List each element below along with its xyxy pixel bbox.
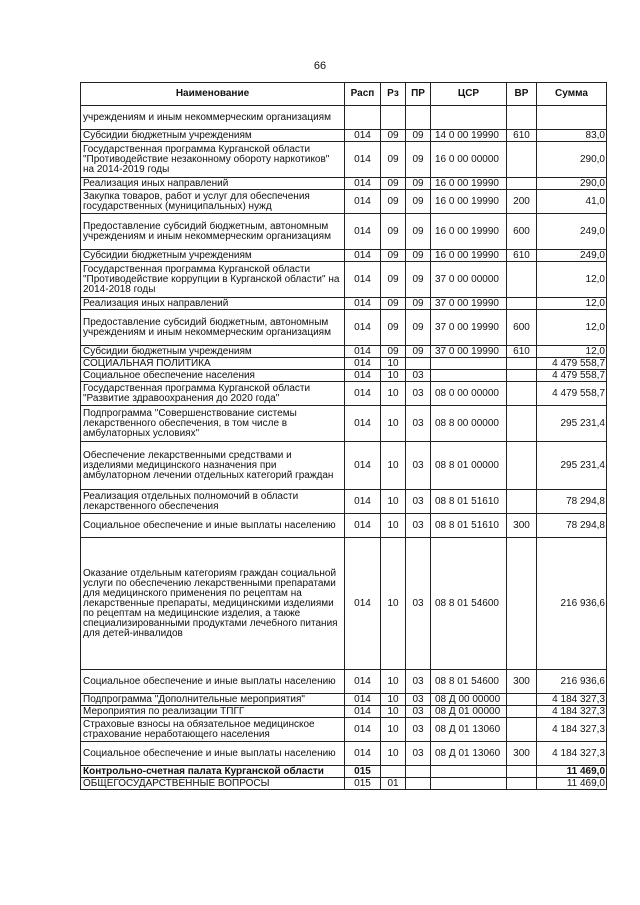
cell-sum: 4 184 327,3	[537, 742, 607, 766]
cell-sum: 83,0	[537, 130, 607, 142]
table-row	[81, 406, 607, 442]
cell-pr: 09	[406, 346, 431, 358]
cell-rasp: 014	[345, 370, 381, 382]
cell-rasp: 014	[345, 178, 381, 190]
cell-rasp: 014	[345, 742, 381, 766]
table-row	[81, 190, 607, 214]
table-row	[81, 778, 607, 790]
cell-sum: 41,0	[537, 190, 607, 214]
cell-vr: 600	[507, 310, 537, 346]
cell-sum: 12,0	[537, 262, 607, 298]
cell-vr: 600	[507, 214, 537, 250]
cell-name: Социальное обеспечение населения	[81, 370, 345, 382]
cell-sum: 290,0	[537, 178, 607, 190]
cell-name: Контрольно-счетная палата Курганской области	[81, 766, 345, 778]
cell-csr: 37 0 00 19990	[431, 298, 507, 310]
cell-csr: 08 8 01 54600	[431, 538, 507, 670]
table-row	[81, 718, 607, 742]
cell-vr	[507, 694, 537, 706]
cell-name: учреждениям и иным некоммерческим организациям	[81, 106, 345, 130]
cell-rz: 09	[381, 262, 406, 298]
cell-vr	[507, 178, 537, 190]
header-vr: ВР	[507, 83, 537, 106]
cell-csr	[431, 358, 507, 370]
cell-rz: 10	[381, 670, 406, 694]
table-row	[81, 706, 607, 718]
cell-pr: 09	[406, 178, 431, 190]
table-row	[81, 130, 607, 142]
cell-name: Реализация иных направлений	[81, 178, 345, 190]
cell-vr	[507, 718, 537, 742]
cell-vr	[507, 766, 537, 778]
cell-name: Социальное обеспечение и иные выплаты населению	[81, 742, 345, 766]
cell-name: Социальное обеспечение и иные выплаты населению	[81, 670, 345, 694]
cell-rz: 10	[381, 706, 406, 718]
cell-rasp: 014	[345, 694, 381, 706]
cell-csr: 08 8 01 51610	[431, 514, 507, 538]
cell-csr	[431, 766, 507, 778]
cell-pr	[406, 106, 431, 130]
cell-rasp: 014	[345, 406, 381, 442]
cell-name: Страховые взносы на обязательное медицинское страхование неработающего населения	[81, 718, 345, 742]
cell-rz: 10	[381, 406, 406, 442]
cell-vr	[507, 106, 537, 130]
cell-name: Реализация отдельных полномочий в области лекарственного обеспечения	[81, 490, 345, 514]
cell-sum	[537, 106, 607, 130]
cell-rasp: 014	[345, 382, 381, 406]
cell-name: СОЦИАЛЬНАЯ ПОЛИТИКА	[81, 358, 345, 370]
cell-csr: 37 0 00 19990	[431, 346, 507, 358]
table-row	[81, 346, 607, 358]
cell-name: Предоставление субсидий бюджетным, автономным учреждениям и иным некоммерческим организациям	[81, 214, 345, 250]
cell-sum: 295 231,4	[537, 442, 607, 490]
cell-sum: 4 184 327,3	[537, 694, 607, 706]
cell-sum: 12,0	[537, 346, 607, 358]
cell-vr	[507, 406, 537, 442]
cell-pr: 03	[406, 706, 431, 718]
cell-vr	[507, 778, 537, 790]
cell-vr: 610	[507, 250, 537, 262]
cell-vr: 610	[507, 130, 537, 142]
cell-vr	[507, 442, 537, 490]
cell-sum: 12,0	[537, 298, 607, 310]
table-row	[81, 262, 607, 298]
cell-name: Субсидии бюджетным учреждениям	[81, 346, 345, 358]
cell-pr: 03	[406, 442, 431, 490]
cell-rasp: 014	[345, 718, 381, 742]
cell-rasp: 014	[345, 358, 381, 370]
cell-rasp: 014	[345, 670, 381, 694]
table-row	[81, 250, 607, 262]
cell-rasp: 014	[345, 706, 381, 718]
cell-vr	[507, 490, 537, 514]
cell-pr: 03	[406, 718, 431, 742]
cell-pr	[406, 778, 431, 790]
table-row	[81, 670, 607, 694]
cell-name: Предоставление субсидий бюджетным, автономным учреждениям и иным некоммерческим организациям	[81, 310, 345, 346]
cell-name: Мероприятия по реализации ТПГГ	[81, 706, 345, 718]
cell-rz: 10	[381, 694, 406, 706]
cell-vr: 610	[507, 346, 537, 358]
cell-rasp: 014	[345, 538, 381, 670]
cell-rz: 10	[381, 742, 406, 766]
cell-name: Государственная программа Курганской области "Противодействие незаконному обороту наркотиков" на 2014-2019 годы	[81, 142, 345, 178]
cell-vr	[507, 370, 537, 382]
cell-sum: 216 936,6	[537, 538, 607, 670]
cell-pr: 03	[406, 538, 431, 670]
cell-pr: 03	[406, 742, 431, 766]
header-name: Наименование	[81, 83, 345, 106]
cell-sum: 4 479 558,7	[537, 382, 607, 406]
cell-rz: 10	[381, 382, 406, 406]
cell-sum: 249,0	[537, 250, 607, 262]
cell-sum: 295 231,4	[537, 406, 607, 442]
cell-rasp: 014	[345, 130, 381, 142]
cell-rasp: 014	[345, 250, 381, 262]
cell-name: Субсидии бюджетным учреждениям	[81, 130, 345, 142]
cell-sum: 4 184 327,3	[537, 706, 607, 718]
table-row	[81, 310, 607, 346]
cell-rasp	[345, 106, 381, 130]
table-row	[81, 514, 607, 538]
cell-csr: 16 0 00 19990	[431, 190, 507, 214]
cell-rz: 10	[381, 514, 406, 538]
cell-csr: 08 Д 01 13060	[431, 718, 507, 742]
cell-pr: 03	[406, 406, 431, 442]
cell-name: ОБЩЕГОСУДАРСТВЕННЫЕ ВОПРОСЫ	[81, 778, 345, 790]
cell-name: Закупка товаров, работ и услуг для обеспечения государственных (муниципальных) нужд	[81, 190, 345, 214]
cell-sum: 11 469,0	[537, 766, 607, 778]
cell-rz: 10	[381, 370, 406, 382]
cell-rz: 09	[381, 190, 406, 214]
cell-rasp: 014	[345, 214, 381, 250]
cell-pr: 09	[406, 298, 431, 310]
cell-pr: 03	[406, 670, 431, 694]
cell-pr	[406, 358, 431, 370]
cell-sum: 12,0	[537, 310, 607, 346]
cell-rz: 01	[381, 778, 406, 790]
cell-rz: 09	[381, 310, 406, 346]
cell-name: Оказание отдельным категориям граждан социальной услуги по обеспечению лекарственными препаратами для медицинского применения по рецептам на лекарственные препараты, медицинскими изделиями по рецептам на медицинские изделия, а также специализированными продуктами лечебного питания для детей-инвалидов	[81, 538, 345, 670]
cell-sum: 78 294,8	[537, 514, 607, 538]
budget-table	[80, 82, 607, 790]
cell-pr: 03	[406, 382, 431, 406]
cell-vr	[507, 706, 537, 718]
table-row	[81, 382, 607, 406]
cell-rasp: 014	[345, 142, 381, 178]
cell-name: Социальное обеспечение и иные выплаты населению	[81, 514, 345, 538]
cell-csr: 08 8 01 54600	[431, 670, 507, 694]
cell-csr: 08 Д 01 00000	[431, 706, 507, 718]
table-row	[81, 442, 607, 490]
cell-name: Реализация иных направлений	[81, 298, 345, 310]
cell-csr: 37 0 00 19990	[431, 310, 507, 346]
cell-csr: 16 0 00 19990	[431, 178, 507, 190]
cell-csr: 16 0 00 19990	[431, 214, 507, 250]
cell-vr: 300	[507, 670, 537, 694]
cell-pr: 09	[406, 130, 431, 142]
cell-name: Государственная программа Курганской области "Противодействие коррупции в Курганской области" на 2014-2018 годы	[81, 262, 345, 298]
cell-name: Подпрограмма "Совершенствование системы лекарственного обеспечения, в том числе в амбулаторных условиях"	[81, 406, 345, 442]
cell-csr: 08 8 01 00000	[431, 442, 507, 490]
cell-sum: 11 469,0	[537, 778, 607, 790]
cell-pr: 03	[406, 490, 431, 514]
cell-pr: 03	[406, 694, 431, 706]
cell-csr	[431, 778, 507, 790]
cell-rz: 09	[381, 250, 406, 262]
cell-rz: 09	[381, 298, 406, 310]
cell-csr: 08 Д 00 00000	[431, 694, 507, 706]
cell-rasp: 014	[345, 262, 381, 298]
table-header-row	[81, 83, 607, 106]
table-row	[81, 766, 607, 778]
cell-vr: 300	[507, 742, 537, 766]
cell-vr	[507, 538, 537, 670]
cell-rasp: 014	[345, 442, 381, 490]
cell-pr: 03	[406, 370, 431, 382]
cell-csr: 16 0 00 19990	[431, 250, 507, 262]
header-pr: ПР	[406, 83, 431, 106]
cell-rz: 09	[381, 346, 406, 358]
cell-sum: 216 936,6	[537, 670, 607, 694]
table-row	[81, 694, 607, 706]
cell-sum: 4 479 558,7	[537, 358, 607, 370]
cell-vr: 200	[507, 190, 537, 214]
table-row	[81, 538, 607, 670]
header-sum: Сумма	[537, 83, 607, 106]
cell-rasp: 014	[345, 490, 381, 514]
cell-csr: 14 0 00 19990	[431, 130, 507, 142]
cell-rasp: 014	[345, 514, 381, 538]
table-row	[81, 742, 607, 766]
cell-vr: 300	[507, 514, 537, 538]
cell-name: Подпрограмма "Дополнительные мероприятия"	[81, 694, 345, 706]
cell-pr: 09	[406, 250, 431, 262]
header-rz: Рз	[381, 83, 406, 106]
cell-pr: 09	[406, 214, 431, 250]
cell-csr: 08 0 00 00000	[431, 382, 507, 406]
cell-rz: 09	[381, 130, 406, 142]
cell-rasp: 014	[345, 310, 381, 346]
page-number: 66	[313, 60, 327, 72]
cell-csr: 08 8 00 00000	[431, 406, 507, 442]
cell-sum: 78 294,8	[537, 490, 607, 514]
cell-name: Обеспечение лекарственными средствами и изделиями медицинского назначения при амбулаторном лечении отдельных категорий граждан	[81, 442, 345, 490]
table-row	[81, 358, 607, 370]
cell-rz	[381, 766, 406, 778]
cell-name: Государственная программа Курганской области "Развитие здравоохранения до 2020 года"	[81, 382, 345, 406]
table-row	[81, 142, 607, 178]
header-rasp: Расп	[345, 83, 381, 106]
cell-name: Субсидии бюджетным учреждениям	[81, 250, 345, 262]
cell-rasp: 014	[345, 190, 381, 214]
cell-rz: 10	[381, 538, 406, 670]
cell-rasp: 014	[345, 346, 381, 358]
cell-vr	[507, 142, 537, 178]
table-row	[81, 370, 607, 382]
cell-rz: 09	[381, 178, 406, 190]
cell-csr: 37 0 00 00000	[431, 262, 507, 298]
cell-rz: 10	[381, 718, 406, 742]
table-row	[81, 298, 607, 310]
table-row	[81, 106, 607, 130]
cell-sum: 290,0	[537, 142, 607, 178]
cell-pr: 09	[406, 190, 431, 214]
cell-rz: 09	[381, 214, 406, 250]
table-row	[81, 214, 607, 250]
cell-vr	[507, 262, 537, 298]
cell-vr	[507, 298, 537, 310]
cell-pr: 09	[406, 142, 431, 178]
cell-sum: 4 184 327,3	[537, 718, 607, 742]
cell-sum: 4 479 558,7	[537, 370, 607, 382]
cell-vr	[507, 358, 537, 370]
cell-vr	[507, 382, 537, 406]
cell-rz: 10	[381, 358, 406, 370]
cell-csr	[431, 106, 507, 130]
cell-rasp: 014	[345, 298, 381, 310]
cell-rz	[381, 106, 406, 130]
cell-rz: 10	[381, 442, 406, 490]
cell-csr: 08 8 01 51610	[431, 490, 507, 514]
cell-sum: 249,0	[537, 214, 607, 250]
cell-rasp: 015	[345, 778, 381, 790]
cell-rz: 10	[381, 490, 406, 514]
cell-csr	[431, 370, 507, 382]
cell-pr	[406, 766, 431, 778]
table-row	[81, 178, 607, 190]
cell-csr: 16 0 00 00000	[431, 142, 507, 178]
cell-rz: 09	[381, 142, 406, 178]
header-csr: ЦСР	[431, 83, 507, 106]
cell-csr: 08 Д 01 13060	[431, 742, 507, 766]
cell-pr: 03	[406, 514, 431, 538]
table-row	[81, 490, 607, 514]
cell-pr: 09	[406, 262, 431, 298]
cell-pr: 09	[406, 310, 431, 346]
cell-rasp: 015	[345, 766, 381, 778]
